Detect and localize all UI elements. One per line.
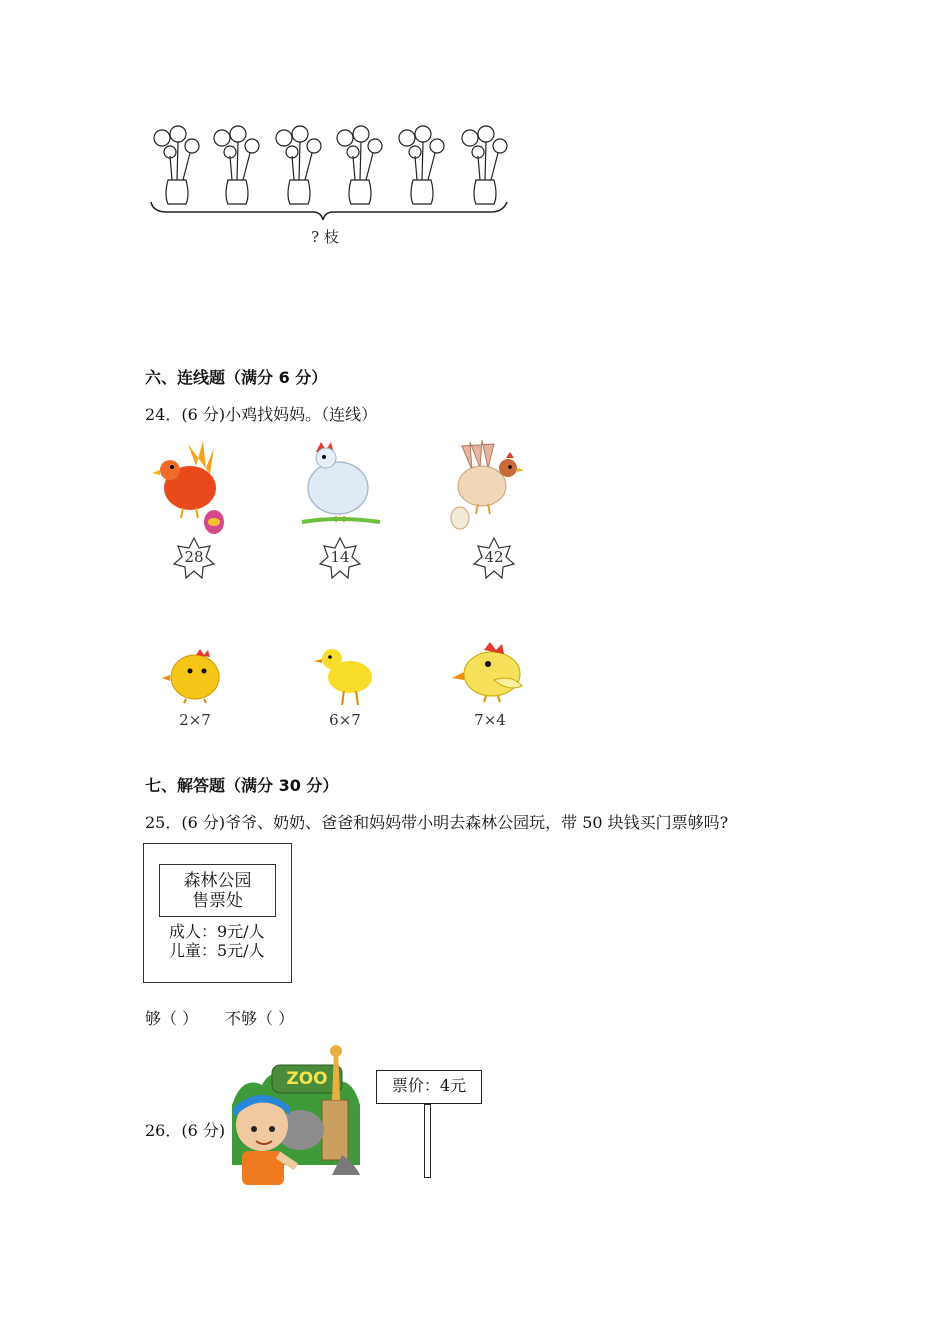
ticket-office-sign bbox=[143, 843, 292, 983]
chick-label: 2×7 bbox=[179, 711, 211, 729]
chick-label: 6×7 bbox=[329, 711, 361, 729]
sign-line-2: 售票处 bbox=[192, 891, 243, 911]
chick-3[interactable] bbox=[450, 640, 530, 735]
vase-1 bbox=[154, 126, 199, 204]
ticket-price-sign bbox=[376, 1070, 482, 1180]
chick-1[interactable] bbox=[160, 645, 230, 735]
answer-not-enough[interactable]: 不够（ ） bbox=[225, 1009, 295, 1028]
section-7-heading: 七、解答题（满分 30 分） bbox=[145, 776, 339, 795]
chick-2[interactable] bbox=[310, 645, 380, 735]
zoo-scene-icon bbox=[222, 1045, 364, 1185]
hen-number: 42 bbox=[484, 548, 504, 566]
chick-label: 7×4 bbox=[474, 711, 506, 729]
vase-4 bbox=[337, 126, 382, 204]
answer-enough[interactable]: 够（ ） bbox=[145, 1009, 199, 1028]
hen-icon bbox=[448, 436, 538, 536]
section-6-heading: 六、连线题（满分 6 分） bbox=[145, 368, 328, 387]
vase-figure bbox=[145, 120, 515, 255]
chick-icon bbox=[310, 645, 380, 705]
sign-line-1: 森林公园 bbox=[183, 871, 252, 891]
sign-post bbox=[424, 1104, 431, 1178]
hen-icon bbox=[148, 436, 238, 536]
vases-illustration bbox=[145, 120, 515, 220]
hen-1[interactable] bbox=[148, 436, 238, 581]
chick-icon bbox=[160, 645, 230, 705]
question-24-text: 24．(6 分)小鸡找妈妈。（连线） bbox=[145, 405, 378, 424]
vase-6 bbox=[462, 126, 507, 204]
vase-3 bbox=[276, 126, 321, 204]
hen-number: 28 bbox=[184, 548, 204, 566]
child-price: 儿童：5元/人 bbox=[169, 941, 265, 960]
question-26-label: 26．(6 分) bbox=[145, 1121, 226, 1140]
ticket-office-title-box bbox=[159, 864, 276, 917]
hen-icon bbox=[296, 436, 386, 536]
hen-2[interactable] bbox=[296, 436, 386, 581]
vase-caption: ? 枝 bbox=[311, 228, 339, 246]
hen-3[interactable] bbox=[448, 436, 538, 581]
hen-number: 14 bbox=[330, 548, 350, 566]
vase-5 bbox=[399, 126, 444, 204]
chick-icon bbox=[450, 640, 530, 704]
vase-2 bbox=[214, 126, 259, 204]
question-25-text: 25．(6 分)爷爷、奶奶、爸爸和妈妈带小明去森林公园玩，带 50 块钱买门票够吗? bbox=[145, 813, 729, 832]
adult-price: 成人：9元/人 bbox=[169, 922, 265, 941]
zoo-logo: ZOO bbox=[286, 1069, 328, 1089]
zoo-illustration bbox=[222, 1045, 364, 1185]
brace-icon bbox=[151, 202, 507, 220]
ticket-price-board: 票价：4元 bbox=[376, 1070, 482, 1104]
